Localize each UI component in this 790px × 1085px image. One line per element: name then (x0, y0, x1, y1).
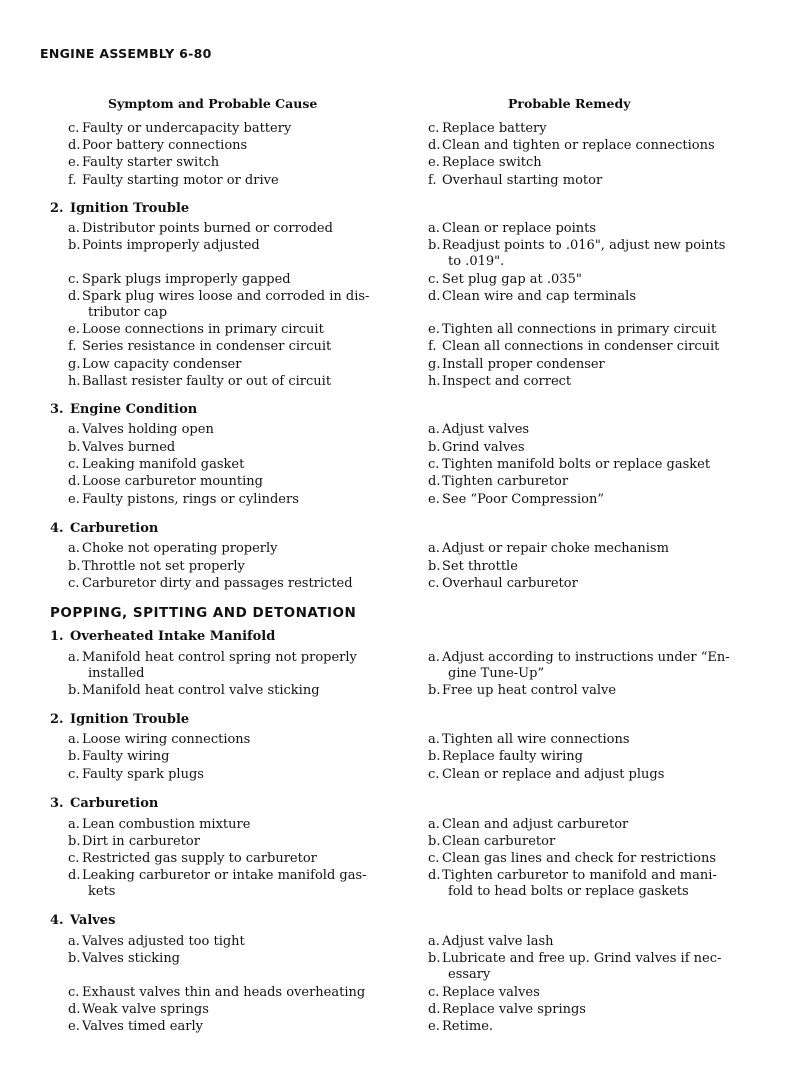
item-text: POPPING, SPITTING AND DETONATION (50, 605, 357, 621)
item-key: c. (68, 272, 80, 287)
section-number: 2. (50, 712, 64, 727)
item-key: e. (428, 322, 440, 337)
item-key: c. (428, 272, 440, 287)
list-item (428, 322, 716, 338)
list-item (68, 289, 369, 305)
item-text: See “Poor Compression” (442, 492, 604, 507)
item-key: a. (68, 817, 80, 832)
list-item (428, 749, 583, 765)
list-item (68, 951, 180, 967)
item-key: a. (428, 817, 440, 832)
item-key: d. (428, 138, 441, 153)
item-key: c. (68, 576, 80, 591)
list-item (68, 985, 365, 1001)
item-text: Valves burned (82, 440, 176, 455)
item-text: Clean and tighten or replace connections (442, 138, 715, 153)
item-key: d. (428, 868, 441, 883)
item-text: Low capacity condenser (82, 357, 242, 372)
list-item (68, 457, 244, 473)
list-item (428, 951, 721, 967)
item-text: Poor battery connections (82, 138, 248, 153)
item-key: g. (428, 357, 441, 372)
subsection-heading (50, 796, 158, 812)
item-text: Replace valves (442, 985, 540, 1000)
list-item (68, 221, 333, 237)
list-item (428, 851, 716, 867)
continuation-line (448, 666, 544, 682)
list-item (68, 138, 247, 154)
item-text: Throttle not set properly (82, 559, 245, 574)
item-text: Clean carburetor (442, 834, 556, 849)
item-text: Engine Condition (70, 402, 198, 417)
section-number: 2. (50, 201, 64, 216)
item-key: b. (68, 683, 81, 698)
list-item (428, 221, 596, 237)
item-text: Spark plug wires loose and corroded in dis- (82, 289, 370, 304)
item-key: e. (68, 322, 80, 337)
item-key: a. (68, 934, 80, 949)
item-key: e. (428, 155, 440, 170)
item-key: b. (428, 238, 441, 253)
item-text: Lean combustion mixture (82, 817, 251, 832)
item-text: Ignition Trouble (70, 201, 190, 216)
item-key: c. (68, 851, 80, 866)
item-key: d. (428, 1002, 441, 1017)
item-text: Replace battery (442, 121, 547, 136)
list-item (428, 576, 578, 592)
item-key: f. (428, 173, 437, 188)
item-key: f. (68, 173, 77, 188)
item-key: a. (68, 650, 80, 665)
item-text: Clean or replace points (442, 221, 597, 236)
item-key: a. (428, 732, 440, 747)
list-item (428, 767, 664, 783)
item-text: Grind valves (442, 440, 525, 455)
item-text: Loose carburetor mounting (82, 474, 264, 489)
item-key: d. (68, 474, 81, 489)
list-item (428, 492, 604, 508)
item-key: g. (68, 357, 81, 372)
list-item (428, 374, 571, 390)
list-item (428, 155, 542, 171)
item-text: Overhaul starting motor (442, 173, 603, 188)
list-item (428, 238, 725, 254)
item-text: Faulty starting motor or drive (82, 173, 279, 188)
list-item (428, 440, 525, 456)
item-text: Valves holding open (82, 422, 214, 437)
item-key: d. (428, 474, 441, 489)
section-number: 3. (50, 402, 64, 417)
list-item (68, 238, 260, 254)
section-number: 4. (50, 913, 64, 928)
item-key: a. (68, 732, 80, 747)
list-item (68, 576, 353, 592)
item-text: Faulty pistons, rings or cylinders (82, 492, 299, 507)
item-key: h. (428, 374, 441, 389)
item-text: Carburetor dirty and passages restricted (82, 576, 353, 591)
section-number: 3. (50, 796, 64, 811)
list-item (68, 474, 263, 490)
item-key: f. (428, 339, 437, 354)
column-heading-symptom: Symptom and Probable Cause (108, 96, 318, 111)
item-key: c. (428, 767, 440, 782)
list-item (68, 868, 367, 884)
item-text: Carburetion (70, 796, 159, 811)
list-item (428, 422, 529, 438)
page-header: ENGINE ASSEMBLY 6-80 (40, 46, 212, 61)
item-key: e. (68, 492, 80, 507)
list-item (428, 817, 628, 833)
item-key: e. (428, 492, 440, 507)
subsection-heading (50, 913, 115, 929)
item-text: Leaking manifold gasket (82, 457, 245, 472)
item-text: Loose wiring connections (82, 732, 251, 747)
item-text: Ballast resister faulty or out of circuit (82, 374, 332, 389)
item-key: c. (428, 121, 440, 136)
item-key: d. (428, 289, 441, 304)
list-item (428, 650, 730, 666)
item-text: Install proper condenser (442, 357, 605, 372)
list-item (68, 339, 331, 355)
list-item (428, 683, 616, 699)
item-key: a. (428, 541, 440, 556)
item-text: Restricted gas supply to carburetor (82, 851, 317, 866)
list-item (68, 559, 245, 575)
list-item (68, 817, 250, 833)
column-heading-remedy: Probable Remedy (508, 96, 631, 111)
item-text: kets (88, 884, 116, 899)
item-key: c. (428, 985, 440, 1000)
item-text: Dirt in carburetor (82, 834, 200, 849)
item-key: b. (428, 834, 441, 849)
item-key: b. (428, 559, 441, 574)
item-text: Tighten manifold bolts or replace gasket (442, 457, 711, 472)
item-text: Adjust valves (442, 422, 530, 437)
item-text: Valves (70, 913, 116, 928)
list-item (68, 422, 214, 438)
item-text: Clean gas lines and check for restrictions (442, 851, 717, 866)
item-text: Exhaust valves thin and heads overheating (82, 985, 366, 1000)
item-key: c. (68, 767, 80, 782)
continuation-line (88, 884, 115, 900)
item-key: b. (428, 683, 441, 698)
section-number: 1. (50, 629, 64, 644)
list-item (68, 374, 331, 390)
continuation-line (448, 884, 689, 900)
item-text: Tighten all wire connections (442, 732, 630, 747)
list-item (428, 541, 669, 557)
item-key: b. (68, 951, 81, 966)
item-text: Faulty wiring (82, 749, 170, 764)
section-number: 4. (50, 521, 64, 536)
item-text: Lubricate and free up. Grind valves if nec- (442, 951, 722, 966)
item-text: Overheated Intake Manifold (70, 629, 276, 644)
item-text: Free up heat control valve (442, 683, 617, 698)
list-item (68, 541, 278, 557)
continuation-line (88, 305, 167, 321)
item-text: Manifold heat control spring not properly (82, 650, 357, 665)
list-item (68, 173, 279, 189)
list-item (428, 732, 630, 748)
item-key: h. (68, 374, 81, 389)
item-key: a. (68, 541, 80, 556)
item-text: Adjust valve lash (442, 934, 554, 949)
list-item (68, 934, 245, 950)
subsection-heading (50, 402, 197, 418)
item-key: c. (428, 851, 440, 866)
list-item (68, 683, 320, 699)
item-text: Faulty starter switch (82, 155, 220, 170)
list-item (428, 272, 582, 288)
list-item (428, 834, 555, 850)
item-text: fold to head bolts or replace gaskets (448, 884, 689, 899)
item-key: e. (428, 1019, 440, 1034)
item-key: c. (68, 985, 80, 1000)
item-text: Clean and adjust carburetor (442, 817, 629, 832)
item-text: Replace switch (442, 155, 542, 170)
item-key: d. (68, 868, 81, 883)
item-key: b. (68, 238, 81, 253)
list-item (428, 357, 605, 373)
item-key: a. (428, 934, 440, 949)
list-item (428, 868, 717, 884)
item-key: c. (428, 457, 440, 472)
item-key: a. (428, 650, 440, 665)
list-item (68, 357, 241, 373)
item-text: tributor cap (88, 305, 168, 320)
item-text: Adjust according to instructions under “En- (442, 650, 730, 665)
item-text: Points improperly adjusted (82, 238, 260, 253)
item-text: Tighten all connections in primary circuit (442, 322, 717, 337)
item-key: b. (68, 559, 81, 574)
item-text: Valves timed early (82, 1019, 203, 1034)
item-key: c. (68, 457, 80, 472)
list-item (428, 1019, 493, 1035)
item-text: Choke not operating properly (82, 541, 278, 556)
list-item (68, 121, 291, 137)
item-key: d. (68, 1002, 81, 1017)
subsection-heading (50, 201, 189, 217)
subsection-heading (50, 712, 189, 728)
list-item (68, 440, 175, 456)
item-key: a. (428, 422, 440, 437)
item-text: Manifold heat control valve sticking (82, 683, 320, 698)
item-text: gine Tune-Up” (448, 666, 545, 681)
subsection-heading (50, 521, 158, 537)
item-key: a. (68, 422, 80, 437)
list-item (428, 457, 710, 473)
list-item (68, 272, 291, 288)
item-text: Valves sticking (82, 951, 181, 966)
item-text: Adjust or repair choke mechanism (442, 541, 669, 556)
item-text: Overhaul carburetor (442, 576, 578, 591)
item-text: Replace faulty wiring (442, 749, 583, 764)
item-text: Ignition Trouble (70, 712, 190, 727)
item-key: b. (428, 440, 441, 455)
item-key: c. (68, 121, 80, 136)
item-text: Weak valve springs (82, 1002, 209, 1017)
item-text: Leaking carburetor or intake manifold gas- (82, 868, 367, 883)
item-text: Replace valve springs (442, 1002, 586, 1017)
item-text: Faulty spark plugs (82, 767, 204, 782)
item-text: Clean or replace and adjust plugs (442, 767, 665, 782)
item-text: Faulty or undercapacity battery (82, 121, 292, 136)
list-item (428, 934, 554, 950)
list-item (428, 1002, 586, 1018)
item-key: a. (68, 221, 80, 236)
list-item (428, 985, 540, 1001)
item-text: Spark plugs improperly gapped (82, 272, 291, 287)
list-item (68, 1002, 209, 1018)
list-item (68, 851, 317, 867)
item-text: Carburetion (70, 521, 159, 536)
item-key: b. (428, 749, 441, 764)
list-item (428, 559, 518, 575)
list-item (68, 322, 324, 338)
list-item (428, 173, 602, 189)
item-text: installed (88, 666, 145, 681)
item-key: f. (68, 339, 77, 354)
item-key: a. (428, 221, 440, 236)
item-text: Tighten carburetor (442, 474, 569, 489)
item-text: Valves adjusted too tight (82, 934, 245, 949)
list-item (68, 155, 219, 171)
item-text: Set plug gap at .035" (442, 272, 582, 287)
item-text: Loose connections in primary circuit (82, 322, 324, 337)
section-heading (50, 605, 356, 621)
item-key: b. (428, 951, 441, 966)
list-item (68, 767, 204, 783)
continuation-line (448, 967, 490, 983)
item-key: b. (68, 749, 81, 764)
item-key: b. (68, 440, 81, 455)
item-text: to .019". (448, 254, 505, 269)
item-key: d. (68, 138, 81, 153)
item-text: Set throttle (442, 559, 518, 574)
list-item (68, 650, 357, 666)
list-item (68, 834, 200, 850)
continuation-line (88, 666, 145, 682)
item-text: Series resistance in condenser circuit (82, 339, 332, 354)
list-item (428, 474, 568, 490)
list-item (428, 138, 715, 154)
list-item (68, 492, 299, 508)
item-key: d. (68, 289, 81, 304)
list-item (68, 1019, 203, 1035)
item-text: essary (448, 967, 491, 982)
subsection-heading (50, 629, 275, 645)
item-text: Inspect and correct (442, 374, 572, 389)
continuation-line (448, 254, 504, 270)
item-key: e. (68, 155, 80, 170)
item-text: Readjust points to .016", adjust new points (442, 238, 726, 253)
list-item (68, 749, 169, 765)
list-item (68, 732, 250, 748)
item-key: c. (428, 576, 440, 591)
item-key: b. (68, 834, 81, 849)
list-item (428, 289, 636, 305)
item-text: Tighten carburetor to manifold and mani- (442, 868, 717, 883)
item-text: Clean wire and cap terminals (442, 289, 637, 304)
item-text: Clean all connections in condenser circuit (442, 339, 720, 354)
list-item (428, 339, 719, 355)
item-text: Retime. (442, 1019, 494, 1034)
item-key: e. (68, 1019, 80, 1034)
item-text: Distributor points burned or corroded (82, 221, 333, 236)
list-item (428, 121, 547, 137)
